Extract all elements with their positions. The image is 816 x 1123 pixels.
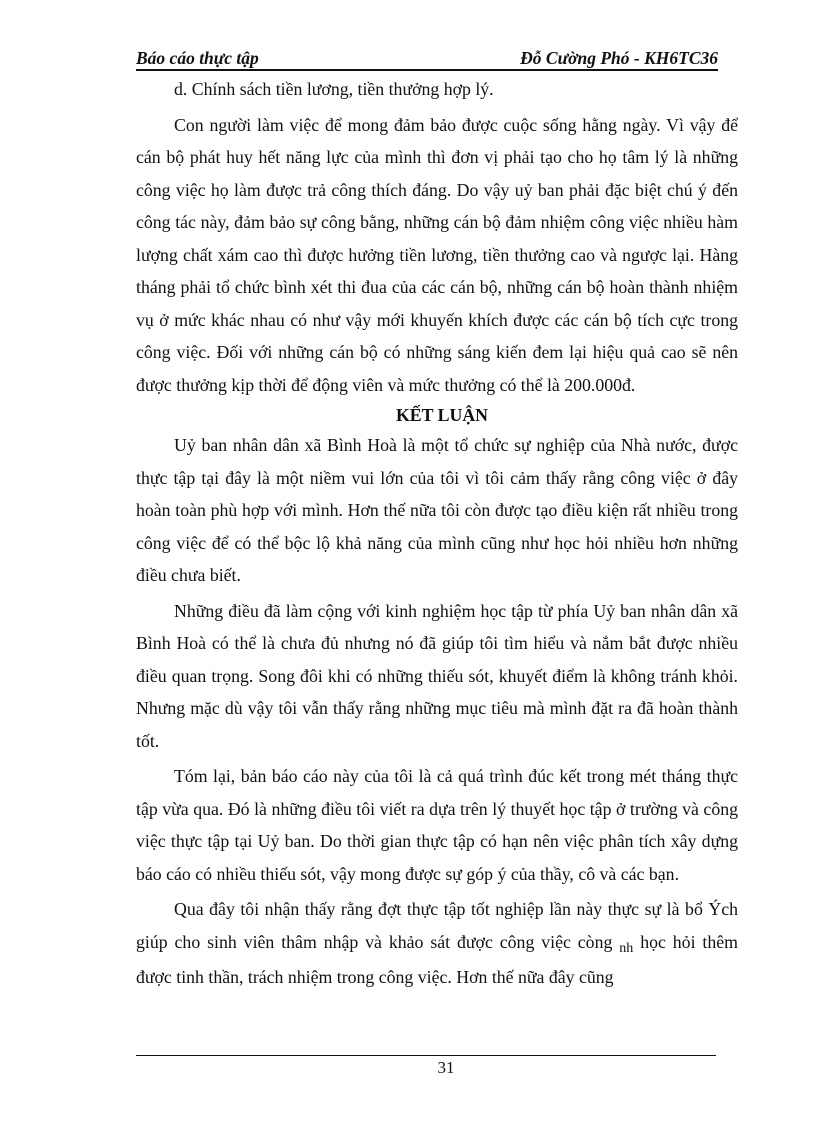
header-right-author: Đỗ Cường Phó - KH6TC36: [520, 48, 718, 68]
conclusion-paragraph-4-subscript: nh: [619, 940, 634, 956]
section-d-paragraph: Con người làm việc để mong đảm bảo được cuộc sống hằng ngày. Vì vậy để cán bộ phát huy hết năng lực của mình thì đơn vị phải tạo cho họ tâm lý là những công việc họ làm được trả công thích đáng. Do vậy uỷ ban phải đặc biệt chú ý đến công tác này, đảm bảo sự công bằng, những cán bộ đảm nhiệm công việc nhiều hàm lượng chất xám cao thì được hưởng tiền lương, tiền thưởng cao và ngược lại. Hàng tháng phải tổ chức bình xét thi đua của các cán bộ, những cán bộ hoàn thành nhiệm vụ ở mức khác nhau có như vậy mới khuyến khích được các cán bộ tích cực trong công việc. Đối với những cán bộ có những sáng kiến đem lại hiệu quả cao sẽ nên được thưởng kịp thời để động viên và mức thưởng có thể là 200.000đ.: [136, 114, 738, 395]
page-body: [136, 73, 738, 994]
conclusion-paragraph-4: [136, 893, 738, 994]
conclusion-paragraph-4-part-2: học hỏi thêm được tinh thần, trách nhiệm trong công việc. Hơn thế nữa đây cũng: [136, 931, 738, 987]
conclusion-paragraph-3: Tóm lại, bản báo cáo này của tôi là cả quá trình đúc kết trong mét tháng thực tập vừa qua. Đó là những điều tôi viết ra dựa trên lý thuyết học tập ở trường và công việc thực tập tại Uỷ ban. Do thời gian thực tập có hạn nên việc phân tích xây dựng báo cáo có nhiều thiếu sót, vậy mong được sự góp ý của thầy, cô và các bạn.: [136, 766, 738, 884]
page-number: 31: [437, 1058, 455, 1077]
footer-divider: [136, 1055, 716, 1056]
header-left-title: Báo cáo thực tập: [136, 48, 259, 68]
section-d-title: d. Chính sách tiền lương, tiền thưởng hợp lý.: [174, 79, 494, 99]
conclusion-paragraph-4-part-1: Qua đây tôi nhận thấy rằng đợt thực tập tốt nghiệp lần này thực sự là bổ Ých giúp cho sinh viên thâm nhập và khảo sát được công việc còng: [136, 899, 738, 952]
conclusion-paragraph-2: Những điều đã làm cộng với kinh nghiệm học tập từ phía Uỷ ban nhân dân xã Bình Hoà có thể là chưa đủ nhưng nó đã giúp tôi tìm hiểu và nắm bắt được nhiều điều quan trọng. Song đôi khi có những thiếu sót, khuyết điểm là không tránh khỏi. Nhưng mặc dù vậy tôi vẫn thấy rằng những mục tiêu mà mình đặt ra đã hoàn thành tốt.: [136, 600, 738, 751]
page-header: [136, 47, 718, 71]
conclusion-heading: KẾT LUẬN: [395, 405, 489, 425]
conclusion-paragraph-1: Uỷ ban nhân dân xã Bình Hoà là một tổ chức sự nghiệp của Nhà nước, được thực tập tại đây là một niềm vui lớn của tôi vì tôi cảm thấy rằng công việc ở đây hoàn toàn phù hợp với mình. Hơn thế nữa tôi còn được tạo điều kiện rất nhiều trong công việc để có thể bộc lộ khả năng của mình cũng như học hỏi nhiều hơn những điều chưa biết.: [136, 435, 738, 585]
